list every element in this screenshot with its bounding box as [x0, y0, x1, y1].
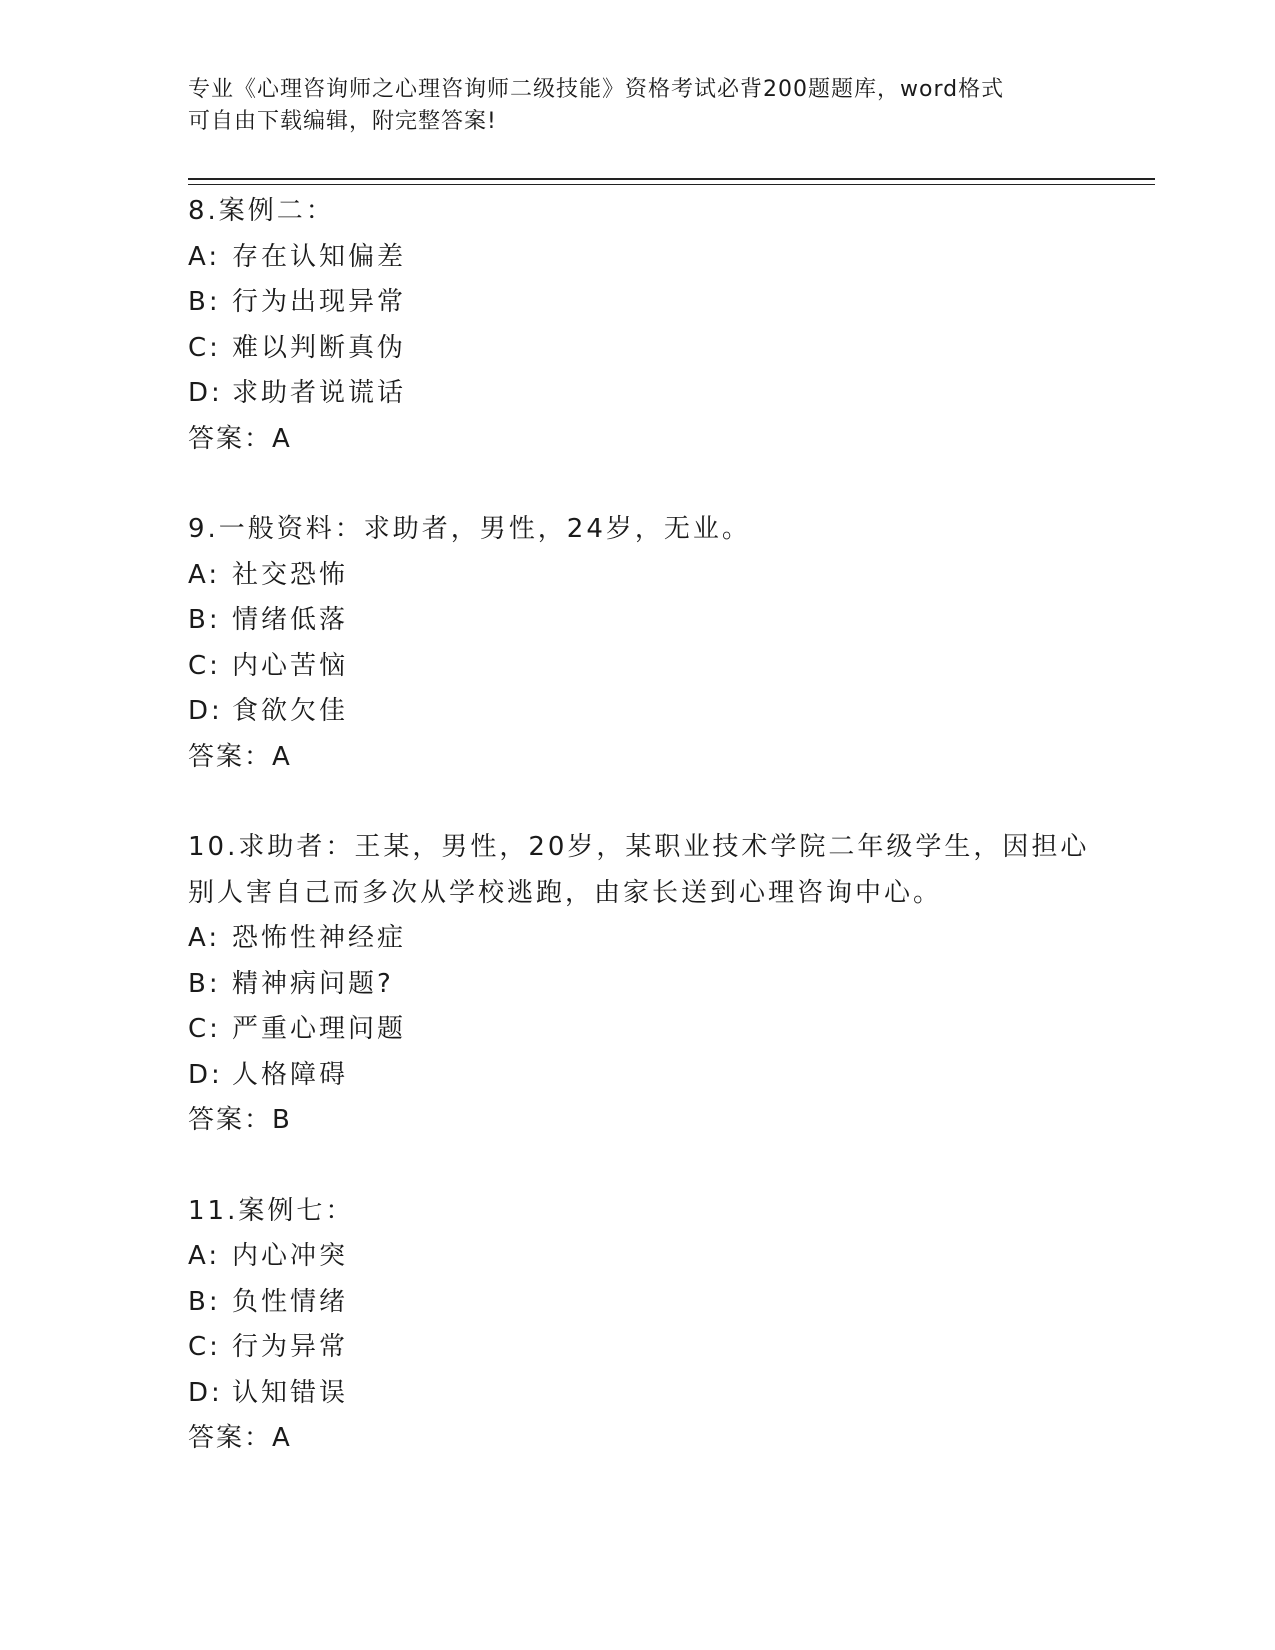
option-text: 人格障碍: [232, 1059, 349, 1090]
option-b: [188, 598, 1148, 644]
option-key: B:: [188, 287, 221, 317]
option-key: A:: [188, 241, 221, 272]
option-text: 难以判断真伪: [232, 332, 407, 363]
option-key: C:: [188, 1014, 221, 1044]
option-c: [188, 1007, 1148, 1053]
option-a: [188, 235, 1148, 281]
option-a: [188, 916, 1148, 962]
option-d: [188, 371, 1148, 417]
answer-line: 答案：A: [188, 423, 292, 454]
question-stem: 11.案例七：: [188, 1195, 355, 1226]
option-c: [188, 644, 1148, 690]
option-key: B:: [188, 1286, 221, 1317]
option-key: C:: [188, 1332, 221, 1362]
option-key: C:: [188, 332, 221, 363]
question-stem-continued: 别人害自己而多次从学校逃跑，由家长送到心理咨询中心。: [188, 877, 943, 908]
option-b: [188, 962, 1148, 1008]
option-text: 情绪低落: [232, 605, 349, 635]
option-text: 社交恐怖: [232, 559, 349, 590]
spacer: [188, 1144, 1148, 1189]
option-text: 行为异常: [232, 1332, 349, 1362]
option-text: 内心苦恼: [232, 650, 349, 681]
question-10: [188, 825, 1148, 1144]
option-key: B:: [188, 968, 221, 999]
question-list: [188, 189, 1148, 1462]
option-text: 存在认知偏差: [232, 241, 407, 272]
option-key: A:: [188, 923, 221, 953]
option-c: [188, 1325, 1148, 1371]
option-key: B:: [188, 605, 221, 635]
answer-line: 答案：B: [188, 1105, 292, 1135]
question-stem: 8.案例二：: [188, 196, 335, 226]
answer-line: 答案：A: [188, 1423, 292, 1453]
option-text: 求助者说谎话: [232, 378, 407, 408]
question-9: [188, 507, 1148, 780]
document-header: [188, 74, 1088, 138]
answer-line: 答案：A: [188, 741, 292, 772]
option-text: 严重心理问题: [232, 1014, 407, 1044]
option-text: 认知错误: [232, 1377, 349, 1408]
header-divider-thick: [188, 178, 1155, 180]
option-key: D:: [188, 1377, 223, 1408]
header-line-1: 专业《心理咨询师之心理咨询师二级技能》资格考试必背200题题库，word格式: [188, 77, 1005, 102]
option-key: A:: [188, 559, 221, 590]
option-b: [188, 280, 1148, 326]
option-b: [188, 1280, 1148, 1326]
option-text: 负性情绪: [232, 1286, 349, 1317]
option-key: D:: [188, 378, 223, 408]
header-line-2: 可自由下载编辑，附完整答案!: [188, 109, 497, 134]
question-stem: 10.求助者：王某，男性，20岁，某职业技术学院二年级学生，因担心: [188, 832, 1090, 862]
question-11: [188, 1189, 1148, 1462]
question-stem: 9.一般资料：求助者，男性，24岁，无业。: [188, 514, 751, 544]
option-d: [188, 1053, 1148, 1099]
option-key: D:: [188, 1059, 223, 1090]
option-text: 精神病问题?: [232, 968, 394, 999]
option-text: 恐怖性神经症: [232, 923, 407, 953]
option-text: 食欲欠佳: [232, 696, 349, 726]
question-8: [188, 189, 1148, 462]
option-a: [188, 553, 1148, 599]
option-key: D:: [188, 696, 223, 726]
option-d: [188, 1371, 1148, 1417]
option-c: [188, 326, 1148, 372]
option-text: 内心冲突: [232, 1241, 349, 1271]
option-d: [188, 689, 1148, 735]
header-divider-thin: [188, 184, 1155, 185]
spacer: [188, 780, 1148, 825]
spacer: [188, 462, 1148, 507]
option-text: 行为出现异常: [232, 287, 407, 317]
option-a: [188, 1234, 1148, 1280]
option-key: A:: [188, 1241, 221, 1271]
option-key: C:: [188, 650, 221, 681]
